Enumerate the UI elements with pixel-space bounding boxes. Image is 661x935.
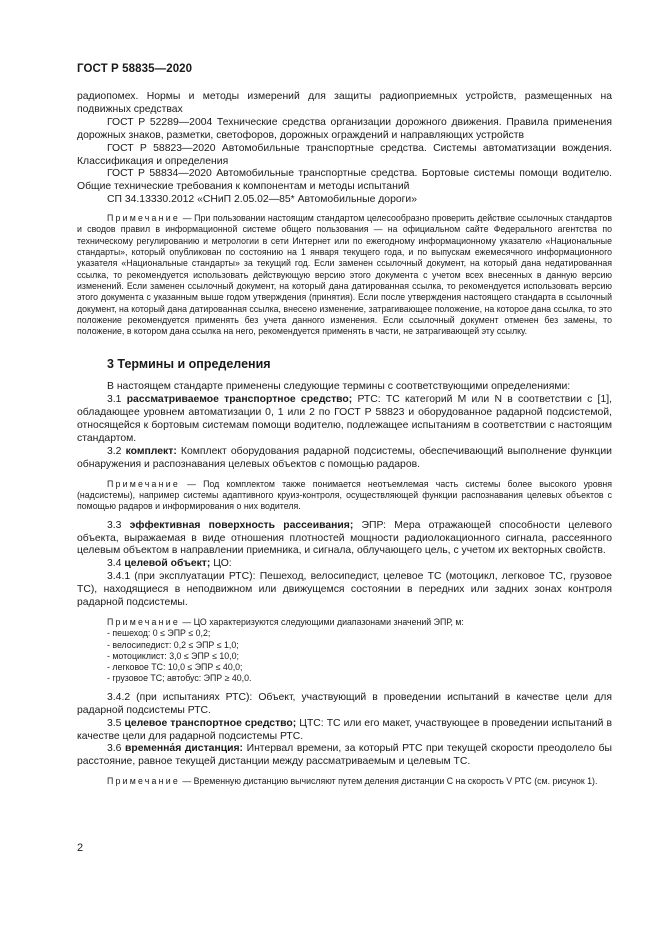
term-name: целевое транспортное средство; <box>124 717 297 729</box>
note-label: Примечание <box>107 478 180 489</box>
term-3-3: 3.3 эффективная поверхность рассеивания; ЭПР: Мера отражающей способности целевого объекта, выражаемая в виде отношения плотностей мощности радиолокационного сигнала, рассеянного целевым объектом в направлении приемника, и сигнала, облучающего цель, с учетом их векторных свойств. <box>77 519 612 557</box>
term-3-4: 3.4 целевой объект; ЦО: <box>107 558 232 570</box>
reference-gost-58834: ГОСТ Р 58834—2020 Автомобильные транспортные средства. Бортовые системы помощи водителю. Общие технические требования к компонентам и методы испытаний <box>77 168 612 193</box>
term-name: комплект: <box>125 445 177 457</box>
term-3-2-note <box>77 479 612 513</box>
note-text: — ЦО характеризуются следующими диапазонами значений ЭПР, м: <box>182 617 464 627</box>
document-header: ГОСТ Р 58835—2020 <box>77 63 193 75</box>
page-number: 2 <box>77 842 84 854</box>
terms-intro: В настоящем стандарте применены следующие термины с соответствующими определениями: <box>107 381 571 393</box>
list-item: - пешеход: 0 ≤ ЭПР ≤ 0,2; <box>107 628 211 639</box>
reference-continuation: радиопомех. Нормы и методы измерений для защиты радиоприемных устройств, размещенных на подвижных средствах <box>77 91 612 115</box>
note-label: Примечание <box>107 776 180 787</box>
term-3-6: 3.6 временна́я дистанция: Интервал времени, за который РТС при текущей скорости преодолело бы расстояние, равное текущей дистанции между рассматриваемым и целевым ТС. <box>77 743 612 768</box>
reference-gost-58823: ГОСТ Р 58823—2020 Автомобильные транспортные средства. Системы автоматизации вождения. Классификация и определения <box>77 142 612 167</box>
note-label: Примечание <box>107 617 180 627</box>
term-3-2: 3.2 комплект: Комплект оборудования радарной подсистемы, обеспечивающий выполнение функции обнаружения и распознавания целевых объектов с помощью радаров. <box>77 445 612 470</box>
term-3-5: 3.5 целевое транспортное средство; ЦТС: ТС или его макет, участвующее в проведении испытаний в качестве цели для радарной подсистемы РТС. <box>77 717 612 742</box>
note-text: — При пользовании настоящим стандартом целесообразно проверить действие ссылочных стандартов и сводов правил в информационной системе общего пользования — на официальном сайте Федерального агентства по техническому регулированию и метрологии в сети Интернет или по ежегодному информационному указателю «Национальные стандарты», который опубликован по состоянию на 1 января текущего года, и по выпускам ежемесячного информационного указателя «Национальные стандарты» за текущий год. Если заменен ссылочный документ, на который дана недатированная ссылка, то рекомендуется использовать действующую версию этого документа с учетом всех внесенных в данную версию изменений. Если заменен ссылочный документ, на который дана датированная ссылка, то рекомендуется использовать версию этого документа с указанным выше годом утверждения (принятия). Если после утверждения настоящего стандарта в ссылочный документ, на который дана датированная ссылка, внесено изменение, затрагивающее положение, на которое дана ссылка, то это положение рекомендуется применять без учета данного изменения. Если ссылочный документ отменен без замены, то положение, в котором дана ссылка на него, рекомендуется применять в части, не затрагивающей эту ссылку. <box>77 213 612 337</box>
list-item: - грузовое ТС; автобус: ЭПР ≥ 40,0. <box>107 673 252 684</box>
list-item: - мотоциклист: 3,0 ≤ ЭПР ≤ 10,0; <box>107 650 239 661</box>
note-text: — Под комплектом также понимается неотъемлемая часть системы более высокого уровня (надсистемы), например системы адаптивного круиз-контроля, осуществляющей функции распознавания целевых объектов с помощью радаров и информирования о них водителя. <box>77 478 612 512</box>
term-3-6-note <box>77 776 612 787</box>
page-body <box>77 91 612 788</box>
note-text: — Временную дистанцию вычисляют путем деления дистанции С на скорость V РТС (см. рисунок 1). <box>182 776 598 787</box>
term-3-4-1: 3.4.1 (при эксплуатации РТС): Пешеход, велосипедист, целевое ТС (мотоцикл, легковое ТС, грузовое ТС), находящиеся в неподвижном или движущемся состоянии в передних или задних зонах контроля радарной подсистемы. <box>77 571 612 609</box>
reference-gost-52289: ГОСТ Р 52289—2004 Технические средства организации дорожного движения. Правила применения дорожных знаков, разметки, светофоров, дорожных ограждений и направляющих устройств <box>77 116 612 141</box>
list-item: - велосипедист: 0,2 ≤ ЭПР ≤ 1,0; <box>107 639 239 650</box>
term-name: временна́я дистанция: <box>125 743 244 755</box>
reference-sp-34: СП 34.13330.2012 «СНиП 2.05.02—85* Автомобильные дороги» <box>107 194 418 206</box>
term-name: рассматриваемое транспортное средство; <box>126 394 353 406</box>
list-item: - легковое ТС: 10,0 ≤ ЭПР ≤ 40,0; <box>107 662 243 673</box>
term-3-4-2: 3.4.2 (при испытаниях РТС): Объект, участвующий в проведении испытаний в качестве цели для радарной подсистемы РТС. <box>77 691 612 716</box>
term-3-1: 3.1 рассматриваемое транспортное средство; РТС: ТС категорий М или N в соответствии с [1], обладающее уровнем автоматизации 0, 1 или 2 по ГОСТ Р 58823 и оборудованное радарной подсистемой, относящейся к бортовым системам помощи водителю, подлежащее испытаниям в соответствии с настоящим стандартом. <box>77 394 612 445</box>
references-note <box>77 213 612 337</box>
term-name: целевой объект; <box>124 558 211 570</box>
term-3-4-note <box>77 617 612 685</box>
term-name: эффективная поверхность рассеивания; <box>129 519 354 531</box>
note-label: Примечание <box>107 213 180 224</box>
section-heading: 3 Термины и определения <box>107 357 271 372</box>
